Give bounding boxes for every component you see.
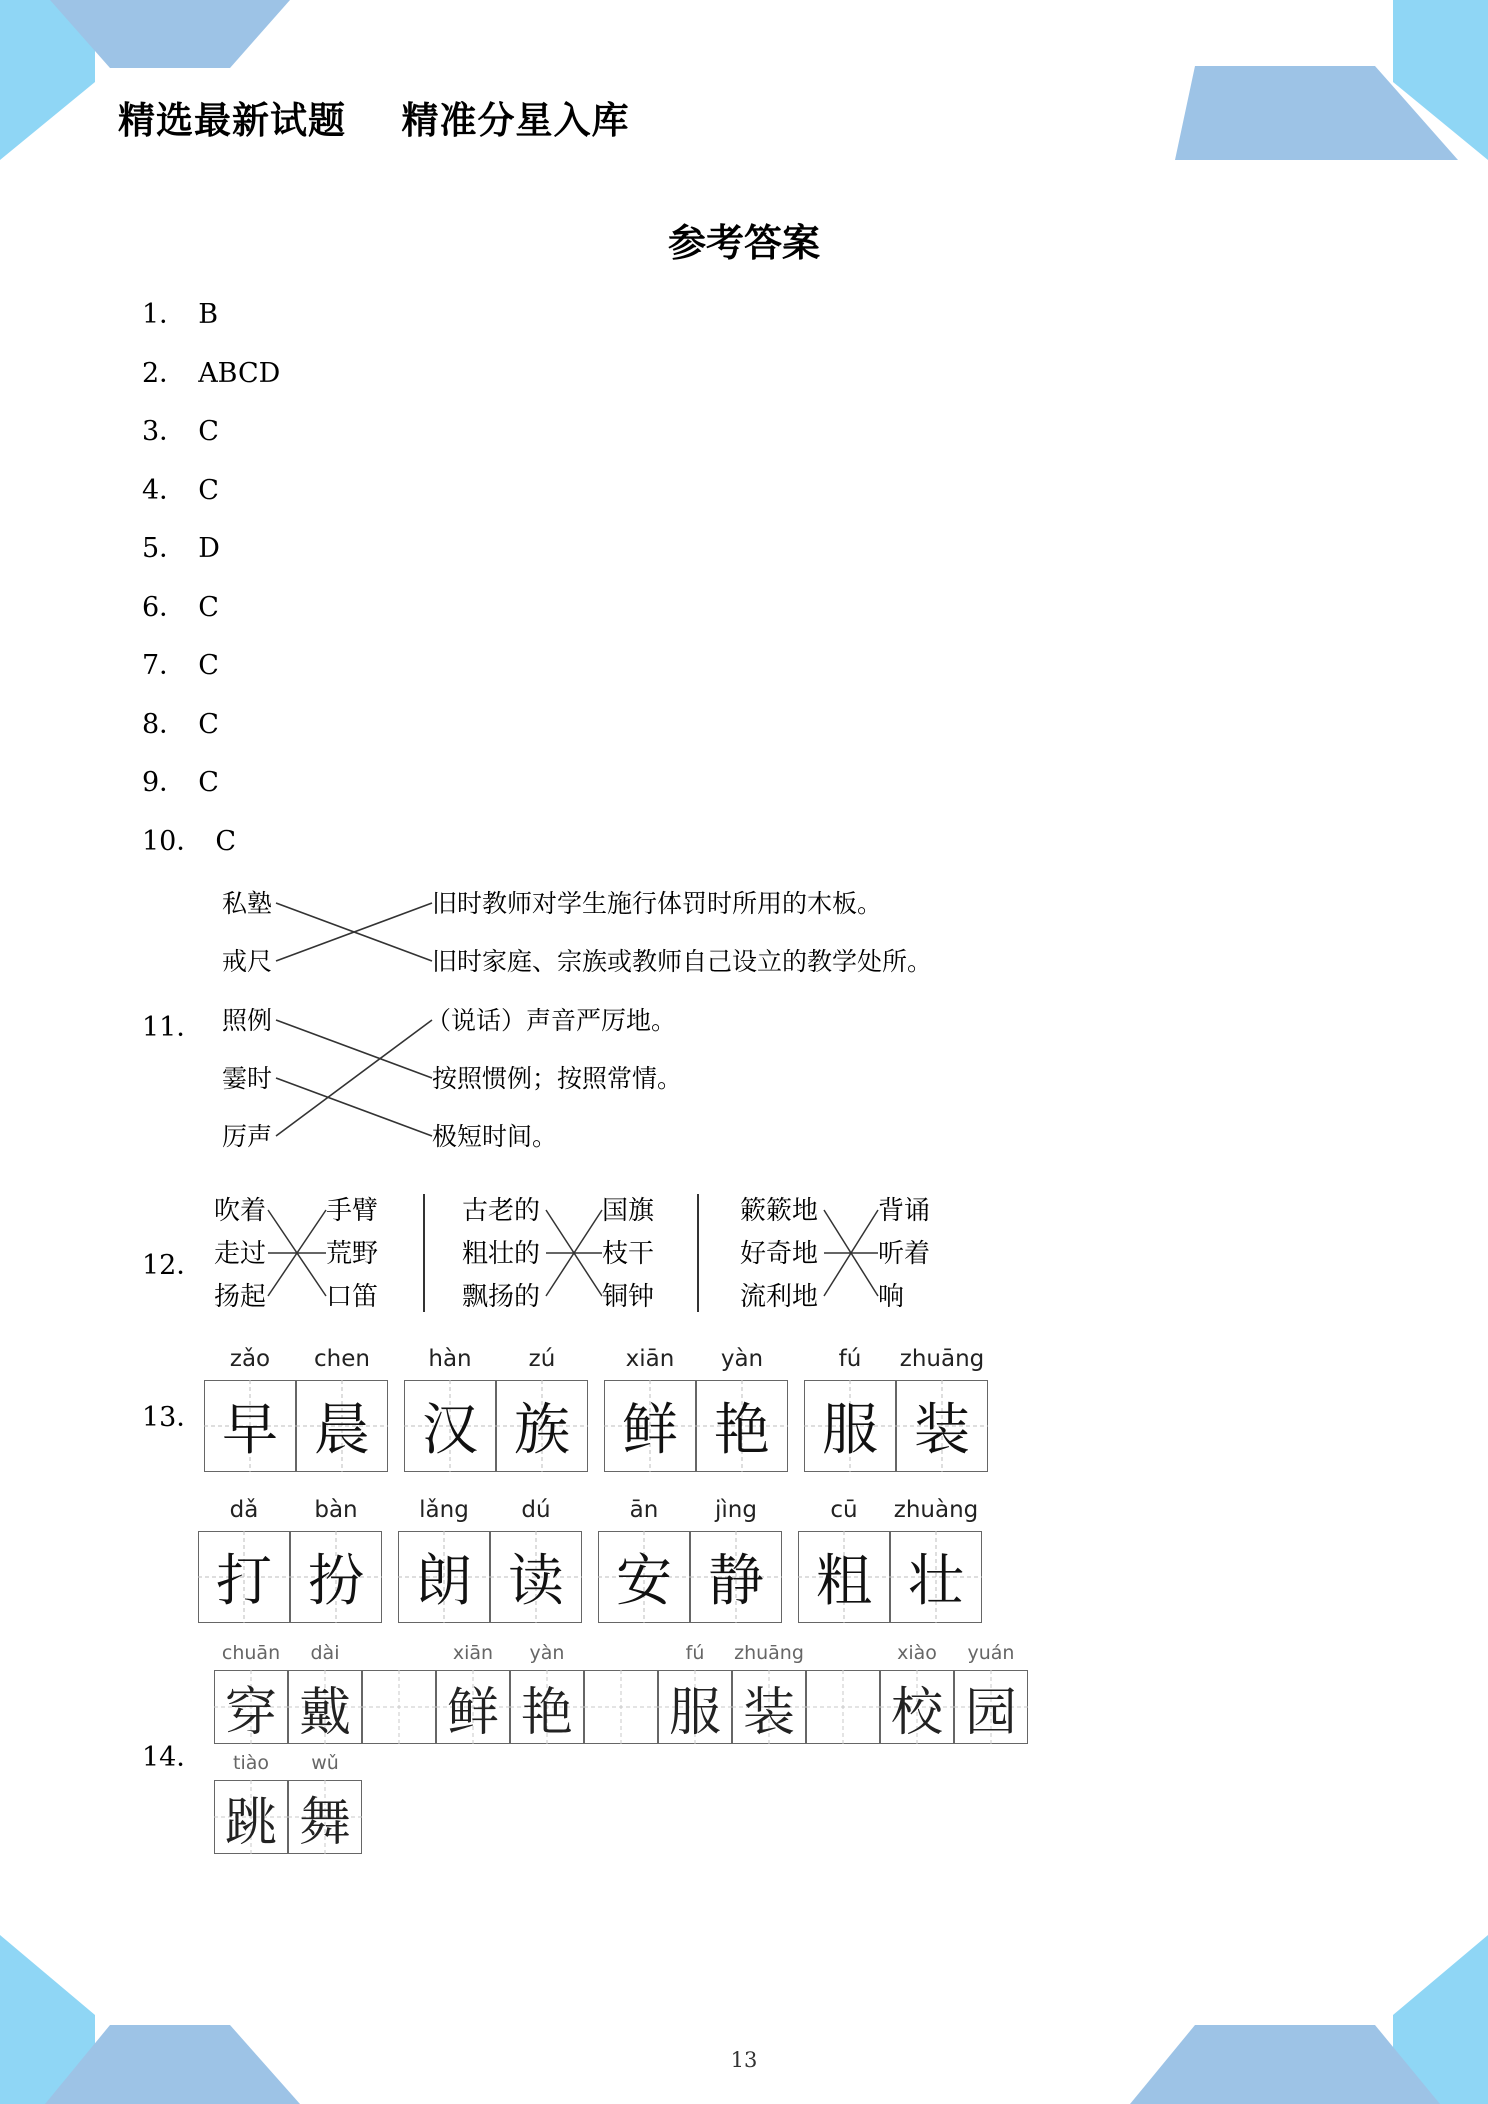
chinese-character: 装 [742, 1682, 795, 1743]
character-box [214, 1670, 288, 1744]
character-box [198, 1531, 290, 1623]
match-right-word: 铜钟 [602, 1282, 655, 1312]
match-left-word: 流利地 [740, 1282, 819, 1312]
answer-number: 1． [142, 299, 187, 330]
character-box [288, 1780, 362, 1854]
character-box [798, 1531, 890, 1623]
character-box [598, 1531, 690, 1623]
answer-value: C [198, 767, 219, 798]
character-box [496, 1380, 588, 1472]
match-right-word: 背诵 [878, 1196, 931, 1226]
match-right-definition: 按照惯例；按照常情。 [432, 1064, 683, 1093]
chinese-character: 朗 [416, 1549, 472, 1614]
match-right-definition: 旧时家庭、宗族或教师自己设立的教学处所。 [432, 947, 933, 976]
header-slogan: 精选最新试题 精准分星入库 [118, 99, 630, 142]
character-box [690, 1531, 782, 1623]
character-box [510, 1670, 584, 1744]
question-number-14: 14． [142, 1742, 204, 1773]
match-left-word: 粗壮的 [462, 1239, 541, 1269]
match-right-definition: （说话）声音严厉地。 [426, 1006, 677, 1035]
match-left-word: 飘扬的 [462, 1282, 541, 1312]
chinese-character: 静 [708, 1549, 764, 1614]
character-box [696, 1380, 788, 1472]
character-box [954, 1670, 1028, 1744]
chinese-character: 校 [890, 1682, 943, 1743]
pinyin-label: wǔ [311, 1752, 339, 1774]
chinese-character: 园 [964, 1682, 1017, 1743]
page-title: 参考答案 [667, 221, 820, 265]
pinyin-label: zhuàng [893, 1497, 979, 1523]
answer-value: C [215, 825, 237, 857]
page-number: 13 [730, 2048, 758, 2072]
match-right-definition: 旧时教师对学生施行体罚时所用的木板。 [432, 889, 883, 918]
pinyin-label: jìng [715, 1497, 757, 1523]
pinyin-label: yàn [529, 1642, 565, 1664]
chinese-character: 扮 [308, 1549, 364, 1614]
character-box [296, 1380, 388, 1472]
character-box [436, 1670, 510, 1744]
character-box [362, 1670, 436, 1744]
chinese-character: 族 [514, 1398, 570, 1463]
pinyin-label: fú [838, 1346, 862, 1372]
match-left-word: 扬起 [214, 1282, 267, 1312]
match-left-word: 吹着 [214, 1196, 267, 1226]
match-right-word: 口笛 [326, 1282, 379, 1312]
match-left-word: 簌簌地 [740, 1196, 819, 1226]
pinyin-label: zhuāng [899, 1346, 985, 1372]
pinyin-label: xiān [452, 1642, 494, 1664]
pinyin-label: zǎo [229, 1346, 271, 1372]
character-box [880, 1670, 954, 1744]
pinyin-label: bàn [314, 1497, 358, 1523]
pinyin-label: chuān [221, 1642, 281, 1664]
character-box [890, 1531, 982, 1623]
pinyin-label: tiào [233, 1752, 269, 1774]
pinyin-label: chen [314, 1346, 370, 1372]
character-box [806, 1670, 880, 1744]
match-right-word: 手臂 [326, 1196, 379, 1226]
match-left-word: 走过 [214, 1239, 267, 1269]
chinese-character: 服 [668, 1682, 721, 1743]
pinyin-label: zhuāng [734, 1642, 804, 1664]
answer-number: 10． [142, 825, 204, 857]
chinese-character: 舞 [298, 1792, 351, 1853]
pinyin-label: xiān [625, 1346, 675, 1372]
character-box [204, 1380, 296, 1472]
pinyin-label: ān [629, 1497, 659, 1523]
chinese-character: 读 [508, 1549, 564, 1614]
character-box [398, 1531, 490, 1623]
pinyin-label: hàn [428, 1346, 472, 1372]
match-left-term: 霎时 [222, 1064, 273, 1093]
answer-number: 7． [142, 650, 187, 681]
question-number-13: 13． [142, 1402, 204, 1433]
match-left-term: 照例 [222, 1006, 273, 1035]
answer-value: C [198, 416, 219, 447]
chinese-character: 打 [216, 1549, 272, 1614]
character-box [404, 1380, 496, 1472]
answer-number: 8． [142, 708, 187, 740]
match-right-word: 听着 [878, 1239, 931, 1269]
match-right-definition: 极短时间。 [432, 1122, 558, 1151]
answer-value: B [198, 299, 219, 330]
chinese-character: 早 [222, 1398, 278, 1463]
match-right-word: 响 [878, 1282, 905, 1312]
chinese-character: 汉 [422, 1398, 478, 1463]
match-left-word: 古老的 [462, 1196, 541, 1226]
pinyin-label: cū [830, 1497, 858, 1523]
chinese-character: 鲜 [446, 1682, 499, 1743]
match-right-word: 枝干 [602, 1239, 655, 1269]
chinese-character: 晨 [314, 1398, 370, 1463]
character-box [658, 1670, 732, 1744]
answer-number: 4． [142, 474, 187, 506]
match-right-word: 国旗 [602, 1196, 655, 1226]
chinese-character: 穿 [224, 1682, 277, 1743]
chinese-character: 安 [616, 1549, 672, 1614]
chinese-character: 鲜 [622, 1398, 678, 1463]
match-left-term: 戒尺 [222, 947, 273, 976]
chinese-character [585, 1671, 657, 1743]
answer-number: 9． [142, 767, 187, 798]
answer-value: C [198, 708, 219, 740]
pinyin-label: lǎng [419, 1497, 469, 1523]
match-left-term: 私塾 [222, 889, 273, 918]
chinese-character: 艳 [714, 1398, 770, 1463]
answer-value: D [198, 533, 220, 564]
answer-value: C [198, 474, 219, 506]
chinese-character: 壮 [908, 1549, 964, 1614]
chinese-character: 粗 [816, 1549, 872, 1614]
chinese-character [807, 1671, 879, 1743]
question-number-12: 12． [142, 1250, 204, 1281]
chinese-character [363, 1671, 435, 1743]
match-left-term: 厉声 [222, 1122, 273, 1151]
pinyin-label: xiào [897, 1642, 937, 1664]
answer-value: ABCD [198, 357, 281, 389]
character-box [732, 1670, 806, 1744]
pinyin-label: dú [521, 1497, 551, 1523]
character-box [290, 1531, 382, 1623]
answer-value: C [198, 591, 219, 623]
pinyin-label: yuán [967, 1642, 1015, 1664]
answer-value: C [198, 650, 219, 681]
character-box [604, 1380, 696, 1472]
answer-number: 5． [142, 533, 187, 564]
chinese-character: 戴 [298, 1682, 351, 1743]
pinyin-label: zú [528, 1346, 556, 1372]
pinyin-label: dǎ [229, 1497, 259, 1523]
chinese-character: 装 [914, 1398, 970, 1463]
match-left-word: 好奇地 [740, 1239, 819, 1269]
pinyin-label: dài [310, 1642, 340, 1664]
chinese-character: 跳 [224, 1792, 277, 1853]
answer-number: 6． [142, 591, 187, 623]
chinese-character: 艳 [520, 1682, 573, 1743]
chinese-character: 服 [822, 1398, 878, 1463]
character-box [896, 1380, 988, 1472]
character-box [804, 1380, 896, 1472]
pinyin-label: fú [685, 1642, 705, 1664]
question-number-11: 11． [142, 1012, 204, 1043]
character-box [490, 1531, 582, 1623]
character-box [288, 1670, 362, 1744]
match-right-word: 荒野 [326, 1239, 379, 1269]
pinyin-label: yàn [720, 1346, 764, 1372]
answer-number: 2． [142, 357, 187, 389]
answer-number: 3． [142, 416, 187, 447]
character-box [214, 1780, 288, 1854]
character-box [584, 1670, 658, 1744]
